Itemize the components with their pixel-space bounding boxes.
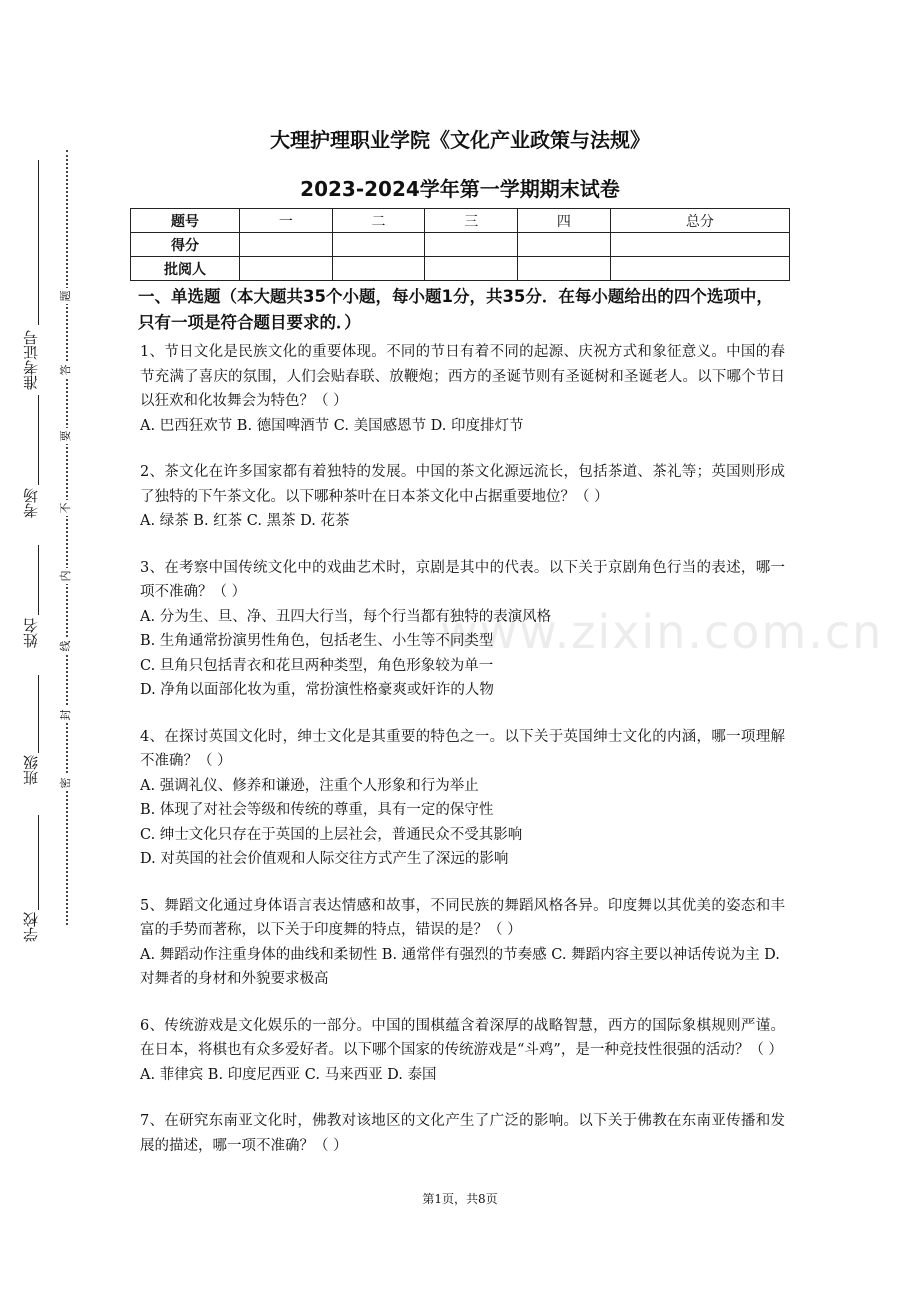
- grader-cell[interactable]: [518, 257, 611, 281]
- seal-char: 答: [58, 362, 74, 378]
- watermark: www.zixin.com.cn: [440, 605, 884, 659]
- page-footer: 第1页，共8页: [422, 1192, 498, 1206]
- section-heading: 一、单选题（本大题共35个小题，每小题1分，共35分．在每小题给出的四个选项中，只有一项是符合题目要求的．）: [138, 287, 773, 332]
- grader-row: [131, 257, 790, 281]
- col-header: 一: [240, 209, 333, 233]
- question-item: [140, 1014, 785, 1088]
- row-label: 批阅人: [131, 257, 240, 281]
- exam-room-label: 考场: [22, 488, 40, 518]
- seal-char: 内: [58, 568, 74, 584]
- question-option: D. 对英国的社会价值观和人际交往方式产生了深远的影响: [140, 851, 509, 867]
- school-label: 学校: [22, 912, 40, 942]
- score-table: [130, 208, 790, 281]
- question-option: A. 菲律宾 B. 印度尼西亚 C. 马来西亚 D. 泰国: [140, 1066, 437, 1083]
- class-line: [38, 675, 39, 753]
- question-option: B. 生角通常扮演男性角色，包括老生、小生等不同类型: [140, 633, 494, 649]
- question-item: [140, 1109, 785, 1158]
- question-item: [140, 556, 785, 703]
- question-option: A. 强调礼仪、修养和谦逊，注重个人形象和行为举止: [140, 777, 479, 794]
- question-item: [140, 460, 785, 534]
- col-header: 四: [518, 209, 611, 233]
- question-stem: 4、在探讨英国文化时，绅士文化是其重要的特色之一。以下关于英国绅士文化的内涵，哪一项理解不准确？（ ）: [140, 728, 785, 769]
- seal-char: 不: [58, 500, 74, 516]
- seal-char: 题: [58, 288, 74, 304]
- col-header: 二: [332, 209, 425, 233]
- name-label: 姓名: [22, 618, 40, 648]
- exam-content: [140, 284, 785, 1180]
- row-label: 得分: [131, 233, 240, 257]
- score-cell[interactable]: [518, 233, 611, 257]
- exam-id-label: 准考证号: [22, 330, 40, 390]
- col-header: 题号: [131, 209, 240, 233]
- col-header: 总分: [610, 209, 789, 233]
- seal-char: 封: [58, 707, 74, 723]
- question-option: C. 绅士文化只存在于英国的上层社会，普通民众不受其影响: [140, 826, 523, 843]
- question-stem: 2、茶文化在许多国家都有着独特的发展。中国的茶文化源远流长，包括茶道、茶礼等；英国则形成了独特的下午茶文化。以下哪种茶叶在日本茶文化中占据重要地位？（ ）: [140, 464, 785, 505]
- seal-char: 密: [58, 775, 74, 791]
- seal-char: 要: [58, 428, 74, 444]
- score-table-header-row: [131, 209, 790, 233]
- grader-cell[interactable]: [240, 257, 333, 281]
- col-header: 三: [425, 209, 518, 233]
- question-option: B. 体现了对社会等级和传统的尊重，具有一定的保守性: [140, 802, 494, 818]
- score-cell[interactable]: [610, 233, 789, 257]
- seal-dotted-line: [66, 150, 68, 925]
- question-stem: 6、传统游戏是文化娱乐的一部分。中国的围棋蕴含着深厚的战略智慧，西方的国际象棋规则严谨。在日本，将棋也有众多爱好者。以下哪个国家的传统游戏是“斗鸡”，是一种竞技性很强的活动？（ ）: [140, 1017, 785, 1058]
- question-option: A. 舞蹈动作注重身体的曲线和柔韧性 B. 通常伴有强烈的节奏感 C. 舞蹈内容主要以神话传说为主 D. 对舞者的身材和外貌要求极高: [140, 946, 780, 987]
- question-stem: 7、在研究东南亚文化时，佛教对该地区的文化产生了广泛的影响。以下关于佛教在东南亚传播和发展的描述，哪一项不准确？（ ）: [140, 1113, 785, 1154]
- score-cell[interactable]: [240, 233, 333, 257]
- name-line: [38, 545, 39, 615]
- class-label: 班级: [22, 755, 40, 785]
- seal-char: 线: [58, 638, 74, 654]
- question-option: A. 分为生、旦、净、丑四大行当，每个行当都有独特的表演风格: [140, 608, 552, 625]
- question-option: D. 净角以面部化妆为重，常扮演性格豪爽或奸诈的人物: [140, 682, 494, 698]
- exam-title-line2: 2023-2024学年第一学期期末试卷: [300, 177, 620, 201]
- question-option: A. 巴西狂欢节 B. 德国啤酒节 C. 美国感恩节 D. 印度排灯节: [140, 417, 524, 434]
- question-stem: 5、舞蹈文化通过身体语言表达情感和故事，不同民族的舞蹈风格各异。印度舞以其优美的姿态和丰富的手势而著称，以下关于印度舞的特点，错误的是？（ ）: [140, 897, 785, 938]
- question-option: A. 绿茶 B. 红茶 C. 黑茶 D. 花茶: [140, 513, 350, 529]
- exam-title-line1: 大理护理职业学院《文化产业政策与法规》: [270, 128, 650, 152]
- question-stem: 3、在考察中国传统文化中的戏曲艺术时，京剧是其中的代表。以下关于京剧角色行当的表述，哪一项不准确？（ ）: [140, 559, 785, 600]
- grader-cell[interactable]: [425, 257, 518, 281]
- school-line: [38, 815, 39, 910]
- question-item: [140, 340, 785, 438]
- question-item: [140, 894, 785, 992]
- grader-cell[interactable]: [332, 257, 425, 281]
- exam-room-line: [38, 395, 39, 485]
- grader-cell[interactable]: [610, 257, 789, 281]
- score-cell[interactable]: [425, 233, 518, 257]
- question-item: [140, 725, 785, 872]
- question-stem: 1、节日文化是民族文化的重要体现。不同的节日有着不同的起源、庆祝方式和象征意义。中国的春节充满了喜庆的氛围，人们会贴春联、放鞭炮；西方的圣诞节则有圣诞树和圣诞老人。以下哪个节日以狂欢和化妆舞会为特色？（ ）: [140, 344, 785, 409]
- question-option: C. 旦角只包括青衣和花旦两种类型，角色形象较为单一: [140, 657, 494, 674]
- score-cell[interactable]: [332, 233, 425, 257]
- score-row: [131, 233, 790, 257]
- question-list: [140, 340, 785, 1158]
